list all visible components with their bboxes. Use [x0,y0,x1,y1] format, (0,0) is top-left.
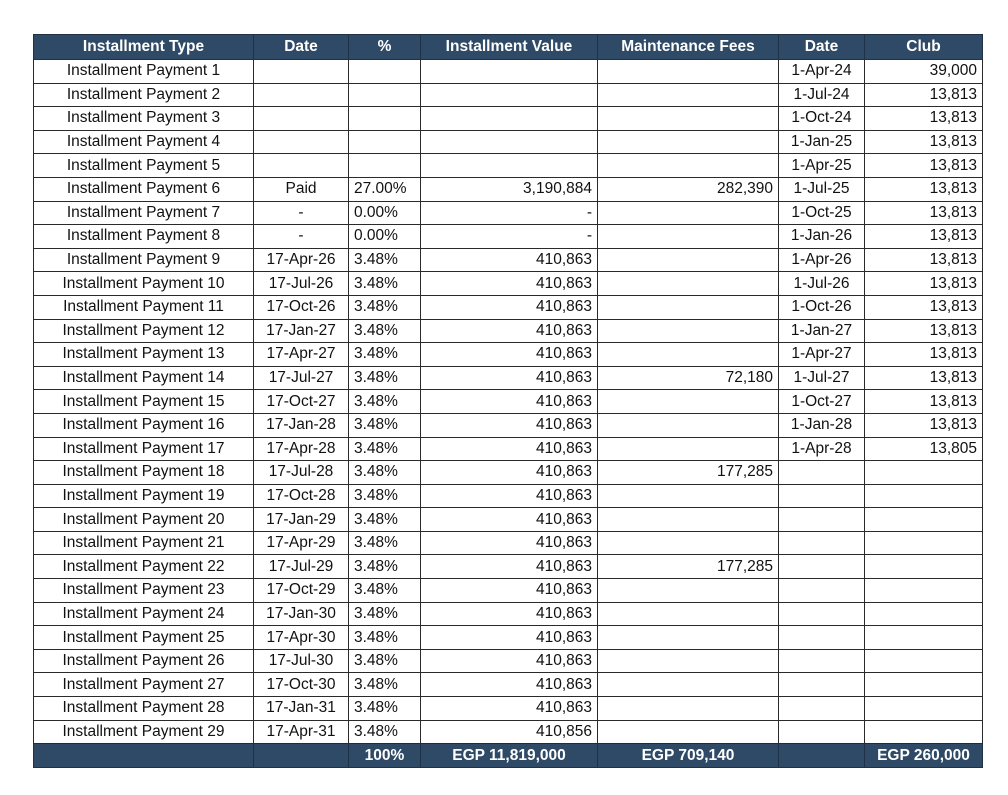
installment-value-cell: 410,863 [421,437,598,461]
installment-value-cell: 410,863 [421,366,598,390]
percent-cell: 3.48% [349,579,421,603]
maintenance-fee-cell [598,697,779,721]
table-row [34,484,983,508]
percent-cell [349,130,421,154]
due-date-cell: 17-Jul-29 [254,555,349,579]
maintenance-fee-cell [598,272,779,296]
maintenance-fee-cell [598,673,779,697]
installment-type-cell: Installment Payment 6 [34,177,254,201]
club-date-cell [779,649,865,673]
due-date-cell [254,60,349,84]
percent-cell: 3.48% [349,649,421,673]
club-date-cell: 1-Oct-24 [779,107,865,131]
maintenance-fee-cell [598,720,779,744]
header-date: Date [254,35,349,60]
percent-cell: 3.48% [349,555,421,579]
installment-type-cell: Installment Payment 24 [34,602,254,626]
table-row [34,720,983,744]
installment-type-cell: Installment Payment 1 [34,60,254,84]
due-date-cell [254,130,349,154]
installment-type-cell: Installment Payment 5 [34,154,254,178]
installment-type-cell: Installment Payment 26 [34,649,254,673]
installment-type-cell: Installment Payment 28 [34,697,254,721]
table-row [34,697,983,721]
club-amount-cell: 39,000 [865,60,983,84]
header-maintenance-fees: Maintenance Fees [598,35,779,60]
maintenance-fee-cell [598,602,779,626]
installment-schedule-table [33,34,983,768]
due-date-cell [254,154,349,178]
maintenance-fee-cell [598,437,779,461]
club-date-cell [779,626,865,650]
percent-cell: 3.48% [349,295,421,319]
club-date-cell: 1-Jan-25 [779,130,865,154]
installment-type-cell: Installment Payment 3 [34,107,254,131]
installment-type-cell: Installment Payment 13 [34,343,254,367]
club-date-cell [779,508,865,532]
club-amount-cell [865,484,983,508]
percent-cell: 3.48% [349,413,421,437]
percent-cell: 3.48% [349,461,421,485]
table-row [34,437,983,461]
installment-value-cell: 410,863 [421,697,598,721]
maintenance-fee-cell: 72,180 [598,366,779,390]
percent-cell: 3.48% [349,508,421,532]
club-date-cell [779,461,865,485]
table-row [34,626,983,650]
installment-type-cell: Installment Payment 27 [34,673,254,697]
maintenance-fee-cell [598,154,779,178]
installment-value-cell: 410,863 [421,602,598,626]
due-date-cell: 17-Apr-29 [254,531,349,555]
club-amount-cell [865,697,983,721]
table-row [34,248,983,272]
installment-type-cell: Installment Payment 20 [34,508,254,532]
installment-type-cell: Installment Payment 25 [34,626,254,650]
club-amount-cell [865,602,983,626]
maintenance-fee-cell [598,531,779,555]
table-row [34,177,983,201]
installment-value-cell: 410,863 [421,579,598,603]
installment-type-cell: Installment Payment 7 [34,201,254,225]
due-date-cell: 17-Jul-26 [254,272,349,296]
table-row [34,201,983,225]
table-row [34,272,983,296]
table-row [34,366,983,390]
maintenance-fee-cell [598,225,779,249]
club-date-cell: 1-Jul-26 [779,272,865,296]
percent-cell: 3.48% [349,343,421,367]
due-date-cell: 17-Apr-31 [254,720,349,744]
table-row [34,390,983,414]
table-row [34,130,983,154]
table-row [34,319,983,343]
club-amount-cell: 13,813 [865,413,983,437]
club-amount-cell: 13,813 [865,366,983,390]
installment-value-cell: 410,856 [421,720,598,744]
club-amount-cell: 13,813 [865,248,983,272]
due-date-cell [254,107,349,131]
installment-type-cell: Installment Payment 14 [34,366,254,390]
percent-cell: 3.48% [349,484,421,508]
percent-cell: 3.48% [349,272,421,296]
percent-cell [349,83,421,107]
due-date-cell: 17-Apr-28 [254,437,349,461]
due-date-cell: 17-Oct-30 [254,673,349,697]
maintenance-fee-cell [598,343,779,367]
due-date-cell: 17-Jan-30 [254,602,349,626]
percent-cell: 3.48% [349,437,421,461]
installment-type-cell: Installment Payment 19 [34,484,254,508]
maintenance-fee-cell [598,130,779,154]
percent-cell [349,107,421,131]
total-club: EGP 260,000 [865,744,983,768]
maintenance-fee-cell: 177,285 [598,461,779,485]
installment-value-cell: 410,863 [421,626,598,650]
installment-value-cell [421,60,598,84]
maintenance-fee-cell [598,413,779,437]
table-row [34,602,983,626]
installment-type-cell: Installment Payment 23 [34,579,254,603]
installment-value-cell: 410,863 [421,673,598,697]
maintenance-fee-cell [598,60,779,84]
total-cell-date [254,744,349,768]
percent-cell [349,154,421,178]
due-date-cell: 17-Oct-27 [254,390,349,414]
club-amount-cell [865,508,983,532]
table-body [34,60,983,744]
club-date-cell: 1-Jan-27 [779,319,865,343]
due-date-cell: Paid [254,177,349,201]
club-amount-cell [865,579,983,603]
installment-value-cell: - [421,225,598,249]
header-percent: % [349,35,421,60]
club-amount-cell: 13,813 [865,83,983,107]
total-cell-club-date [779,744,865,768]
installment-type-cell: Installment Payment 9 [34,248,254,272]
club-date-cell: 1-Apr-26 [779,248,865,272]
club-date-cell: 1-Jan-26 [779,225,865,249]
table-row [34,225,983,249]
table-row [34,579,983,603]
table-row [34,295,983,319]
club-amount-cell [865,673,983,697]
club-amount-cell: 13,813 [865,130,983,154]
table-row [34,649,983,673]
club-date-cell: 1-Apr-25 [779,154,865,178]
club-date-cell [779,484,865,508]
table-row [34,461,983,485]
percent-cell: 3.48% [349,319,421,343]
percent-cell: 3.48% [349,602,421,626]
due-date-cell: 17-Oct-28 [254,484,349,508]
installment-type-cell: Installment Payment 10 [34,272,254,296]
club-amount-cell: 13,813 [865,107,983,131]
due-date-cell: 17-Jul-27 [254,366,349,390]
due-date-cell: 17-Oct-29 [254,579,349,603]
maintenance-fee-cell: 177,285 [598,555,779,579]
club-amount-cell [865,531,983,555]
installment-value-cell: 410,863 [421,413,598,437]
club-date-cell [779,720,865,744]
header-club-date: Date [779,35,865,60]
due-date-cell: 17-Jan-27 [254,319,349,343]
installment-value-cell: - [421,201,598,225]
club-date-cell: 1-Oct-26 [779,295,865,319]
installment-value-cell: 410,863 [421,649,598,673]
installment-value-cell: 410,863 [421,461,598,485]
table-row [34,107,983,131]
installment-type-cell: Installment Payment 29 [34,720,254,744]
club-amount-cell: 13,813 [865,319,983,343]
maintenance-fee-cell [598,649,779,673]
due-date-cell: 17-Apr-27 [254,343,349,367]
club-date-cell: 1-Oct-25 [779,201,865,225]
maintenance-fee-cell [598,295,779,319]
maintenance-fee-cell [598,319,779,343]
club-amount-cell [865,461,983,485]
maintenance-fee-cell [598,107,779,131]
club-date-cell: 1-Apr-27 [779,343,865,367]
club-amount-cell: 13,813 [865,343,983,367]
percent-cell: 0.00% [349,201,421,225]
club-amount-cell: 13,813 [865,201,983,225]
header-installment-type: Installment Type [34,35,254,60]
due-date-cell: 17-Jul-30 [254,649,349,673]
club-amount-cell [865,649,983,673]
due-date-cell: 17-Oct-26 [254,295,349,319]
header-row [34,35,983,60]
club-date-cell: 1-Apr-28 [779,437,865,461]
installment-value-cell: 410,863 [421,248,598,272]
maintenance-fee-cell [598,508,779,532]
maintenance-fee-cell [598,579,779,603]
table-row [34,413,983,437]
due-date-cell: 17-Jul-28 [254,461,349,485]
club-amount-cell [865,720,983,744]
installment-type-cell: Installment Payment 15 [34,390,254,414]
table-row [34,555,983,579]
club-date-cell [779,579,865,603]
percent-cell: 3.48% [349,248,421,272]
maintenance-fee-cell [598,390,779,414]
club-date-cell: 1-Jul-25 [779,177,865,201]
installment-type-cell: Installment Payment 8 [34,225,254,249]
percent-cell: 3.48% [349,673,421,697]
header-club: Club [865,35,983,60]
due-date-cell: 17-Jan-28 [254,413,349,437]
installment-value-cell: 410,863 [421,295,598,319]
club-amount-cell: 13,813 [865,225,983,249]
due-date-cell: 17-Apr-30 [254,626,349,650]
installment-value-cell [421,107,598,131]
total-installment-value: EGP 11,819,000 [421,744,598,768]
table-row [34,154,983,178]
total-maintenance-fees: EGP 709,140 [598,744,779,768]
percent-cell: 3.48% [349,697,421,721]
maintenance-fee-cell [598,201,779,225]
maintenance-fee-cell [598,484,779,508]
total-cell-type [34,744,254,768]
club-date-cell: 1-Jul-27 [779,366,865,390]
due-date-cell: 17-Apr-26 [254,248,349,272]
percent-cell: 3.48% [349,531,421,555]
installment-type-cell: Installment Payment 16 [34,413,254,437]
installment-value-cell: 410,863 [421,484,598,508]
installment-value-cell: 410,863 [421,319,598,343]
percent-cell [349,60,421,84]
due-date-cell: 17-Jan-29 [254,508,349,532]
table-row [34,343,983,367]
installment-value-cell [421,154,598,178]
installment-value-cell: 410,863 [421,343,598,367]
installment-value-cell: 410,863 [421,508,598,532]
percent-cell: 3.48% [349,626,421,650]
installment-value-cell [421,83,598,107]
due-date-cell: 17-Jan-31 [254,697,349,721]
installment-value-cell: 410,863 [421,555,598,579]
percent-cell: 3.48% [349,366,421,390]
installment-type-cell: Installment Payment 21 [34,531,254,555]
installment-value-cell: 410,863 [421,272,598,296]
installment-value-cell: 410,863 [421,390,598,414]
club-date-cell [779,673,865,697]
club-date-cell [779,602,865,626]
club-amount-cell: 13,813 [865,177,983,201]
table-row [34,531,983,555]
club-date-cell [779,531,865,555]
installment-type-cell: Installment Payment 22 [34,555,254,579]
due-date-cell: - [254,201,349,225]
due-date-cell: - [254,225,349,249]
club-date-cell: 1-Jan-28 [779,413,865,437]
maintenance-fee-cell [598,83,779,107]
percent-cell: 0.00% [349,225,421,249]
table-row [34,60,983,84]
percent-cell: 27.00% [349,177,421,201]
maintenance-fee-cell [598,248,779,272]
club-date-cell [779,555,865,579]
club-date-cell: 1-Oct-27 [779,390,865,414]
club-amount-cell: 13,813 [865,390,983,414]
club-amount-cell: 13,805 [865,437,983,461]
installment-type-cell: Installment Payment 18 [34,461,254,485]
due-date-cell [254,83,349,107]
total-percent: 100% [349,744,421,768]
installment-type-cell: Installment Payment 12 [34,319,254,343]
table-row [34,83,983,107]
installment-type-cell: Installment Payment 17 [34,437,254,461]
installment-type-cell: Installment Payment 2 [34,83,254,107]
club-amount-cell [865,626,983,650]
installment-value-cell: 3,190,884 [421,177,598,201]
maintenance-fee-cell [598,626,779,650]
maintenance-fee-cell: 282,390 [598,177,779,201]
club-date-cell: 1-Jul-24 [779,83,865,107]
installment-value-cell: 410,863 [421,531,598,555]
club-amount-cell [865,555,983,579]
header-installment-value: Installment Value [421,35,598,60]
club-amount-cell: 13,813 [865,295,983,319]
installment-type-cell: Installment Payment 4 [34,130,254,154]
installment-type-cell: Installment Payment 11 [34,295,254,319]
percent-cell: 3.48% [349,390,421,414]
totals-row [34,744,983,768]
percent-cell: 3.48% [349,720,421,744]
installment-value-cell [421,130,598,154]
club-amount-cell: 13,813 [865,154,983,178]
club-amount-cell: 13,813 [865,272,983,296]
club-date-cell: 1-Apr-24 [779,60,865,84]
table-row [34,673,983,697]
table-row [34,508,983,532]
club-date-cell [779,697,865,721]
